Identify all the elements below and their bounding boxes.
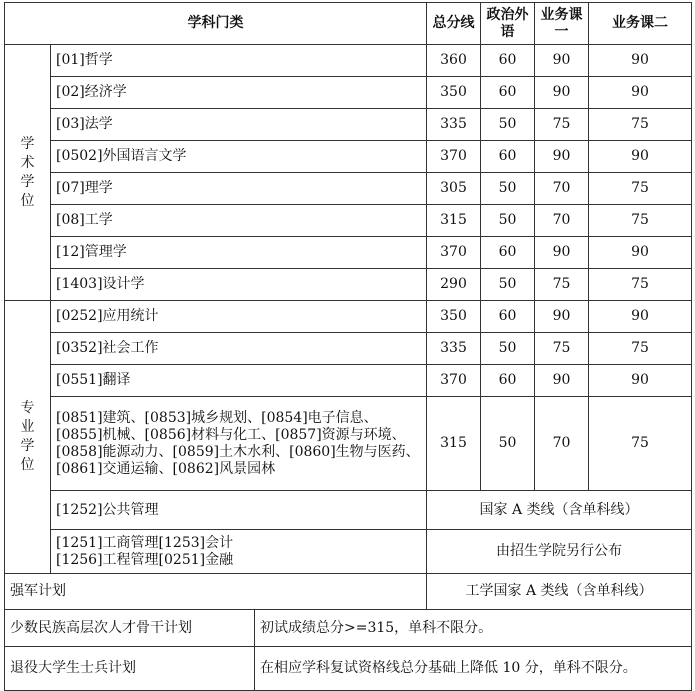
table-row [5,610,692,647]
course2-cell: 90 [589,237,692,269]
table-row [5,269,692,301]
course2-cell: 90 [589,365,692,397]
public-admin-note: 国家 A 类线（含单科线） [427,491,692,530]
subject-cell: [08]工学 [51,205,427,237]
total-cell: 370 [427,365,481,397]
politics-cell: 50 [481,269,535,301]
course2-cell: 75 [589,205,692,237]
header-category: 学科门类 [5,3,427,45]
header-course2: 业务课二 [589,3,692,45]
total-cell: 370 [427,237,481,269]
total-cell: 335 [427,333,481,365]
total-cell: 360 [427,45,481,77]
politics-cell: 50 [481,109,535,141]
table-row [5,301,692,333]
total-cell: 290 [427,269,481,301]
politics-cell: 60 [481,141,535,173]
header-course1: 业务课一 [535,3,589,45]
course2-cell: 75 [589,333,692,365]
table-row [5,365,692,397]
politics-cell: 50 [481,205,535,237]
course1-cell: 70 [535,397,589,491]
total-cell: 335 [427,109,481,141]
course1-cell: 70 [535,205,589,237]
course1-cell: 90 [535,141,589,173]
course2-cell: 90 [589,301,692,333]
table-row [5,173,692,205]
subject-cell: [03]法学 [51,109,427,141]
header-politics: 政治外语 [481,3,535,45]
subject-cell: [12]管理学 [51,237,427,269]
table-row [5,109,692,141]
course1-cell: 75 [535,109,589,141]
politics-cell: 60 [481,45,535,77]
subject-cell: [1252]公共管理 [51,491,427,530]
table-row [5,647,692,691]
course1-cell: 90 [535,77,589,109]
total-cell: 305 [427,173,481,205]
politics-cell: 60 [481,77,535,109]
subject-cell: [0551]翻译 [51,365,427,397]
politics-cell: 50 [481,173,535,205]
course1-cell: 70 [535,173,589,205]
course1-cell: 90 [535,237,589,269]
table-row [5,491,692,530]
table-row [5,45,692,77]
subject-cell: [1403]设计学 [51,269,427,301]
header-row [5,3,692,45]
course2-cell: 90 [589,45,692,77]
course1-cell: 75 [535,333,589,365]
subject-cell: [0352]社会工作 [51,333,427,365]
politics-cell: 50 [481,333,535,365]
subject-cell: [0502]外国语言文学 [51,141,427,173]
table-row [5,141,692,173]
table-row [5,205,692,237]
course2-cell: 75 [589,173,692,205]
table-row [5,530,692,574]
subject-cell: [07]理学 [51,173,427,205]
course2-cell: 75 [589,109,692,141]
strong-army-note: 工学国家 A 类线（含单科线） [427,574,692,610]
politics-cell: 60 [481,365,535,397]
total-cell: 315 [427,205,481,237]
total-cell: 370 [427,141,481,173]
total-cell: 350 [427,301,481,333]
minority-label: 少数民族高层次人才骨干计划 [5,610,255,647]
subject-cell: [0252]应用统计 [51,301,427,333]
course2-cell: 90 [589,77,692,109]
course1-cell: 90 [535,301,589,333]
course1-cell: 90 [535,45,589,77]
total-cell: 350 [427,77,481,109]
table-row [5,77,692,109]
header-total: 总分线 [427,3,481,45]
course1-cell: 90 [535,365,589,397]
course2-cell: 75 [589,269,692,301]
table-row [5,574,692,610]
table-row [5,397,692,491]
table-row [5,333,692,365]
politics-cell: 60 [481,301,535,333]
politics-cell: 60 [481,237,535,269]
academic-category: 学术学位 [5,45,51,301]
subject-cell: [0851]建筑、[0853]城乡规划、[0854]电子信息、[0855]机械、[0856]材料与化工、[0857]资源与环境、[0858]能源动力、[0859]土木水利、[0860]生物与医药、[0861]交通运输、[0862]风景园林 [51,397,427,491]
table-row [5,237,692,269]
minority-note: 初试成绩总分>=315，单科不限分。 [255,610,692,647]
total-cell: 315 [427,397,481,491]
course2-cell: 75 [589,397,692,491]
course1-cell: 75 [535,269,589,301]
politics-cell: 50 [481,397,535,491]
score-table [4,2,692,691]
veteran-label: 退役大学生士兵计划 [5,647,255,691]
course2-cell: 90 [589,141,692,173]
strong-army-label: 强军计划 [5,574,427,610]
veteran-note: 在相应学科复试资格线总分基础上降低 10 分，单科不限分。 [255,647,692,691]
subject-cell [51,530,427,574]
subject-cell: [01]哲学 [51,45,427,77]
business-note: 由招生学院另行公布 [427,530,692,574]
subject-cell: [02]经济学 [51,77,427,109]
business-line-1: [1251]工商管理[1253]会计 [56,534,234,551]
business-line-2: [1256]工程管理[0251]金融 [56,551,234,568]
professional-category: 专业学位 [5,301,51,574]
